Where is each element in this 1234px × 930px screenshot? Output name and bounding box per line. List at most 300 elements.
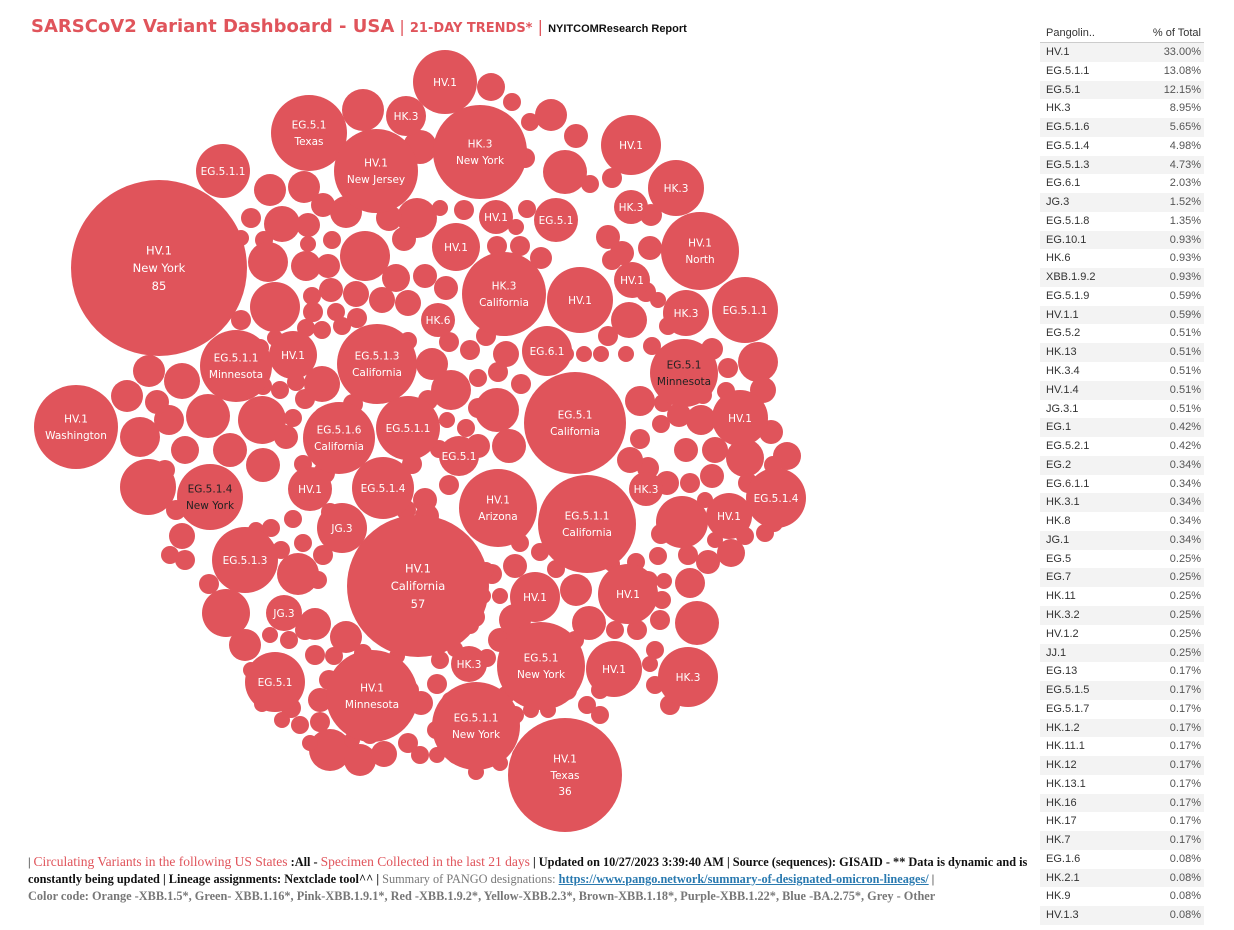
variant-bubble[interactable] [434, 276, 458, 300]
lineage-label: EG.5.1.4 [360, 482, 406, 495]
lineage-label: HV.1 [619, 139, 643, 152]
lineage-cell: HK.13 [1046, 346, 1077, 359]
variant-bubble[interactable] [274, 712, 290, 728]
variant-bubble[interactable] [213, 433, 247, 467]
lineage-label: EG.5.1 [291, 119, 327, 132]
variant-bubble[interactable] [120, 417, 160, 457]
lineage-label: EG.5.1.4 [753, 492, 799, 505]
dashboard-subtitle: 21-DAY TRENDS* [409, 21, 533, 36]
variant-bubble[interactable] [291, 716, 309, 734]
lineage-label: HV.1 [484, 211, 508, 224]
source-label: Source (sequences): GISAID - ** Data is dynamic and is constantly being updated | Lineage assignments: Nextclade tool^^ | [28, 855, 1028, 886]
report-name: NYITCOMResearch Report [548, 23, 687, 35]
lineage-cell: HK.6 [1046, 252, 1071, 265]
variant-bubble[interactable] [462, 252, 546, 336]
table-row [1040, 662, 1204, 681]
variant-bubble[interactable] [650, 610, 670, 630]
percent-cell: 0.59% [1169, 308, 1201, 321]
pango-label: Summary of PANGO designations: [382, 872, 559, 886]
variant-bubble[interactable] [521, 113, 539, 131]
lineage-cell: HK.7 [1046, 834, 1071, 847]
lineage-label: EG.5.1.6 [316, 424, 362, 437]
lineage-cell: EG.5.1.6 [1046, 121, 1090, 134]
variant-bubble[interactable] [199, 574, 219, 594]
variant-bubble[interactable] [492, 588, 508, 604]
variant-bubble[interactable] [524, 372, 626, 474]
variant-bubble[interactable] [431, 370, 471, 410]
lineage-label: HV.1 [145, 243, 173, 258]
lineage-cell: EG.6.1.1 [1046, 477, 1090, 490]
lineage-label: EG.5.1 [257, 676, 293, 689]
variant-bubble[interactable] [650, 292, 666, 308]
variant-bubble[interactable] [311, 193, 335, 217]
lineage-cell: XBB.1.9.2 [1046, 271, 1096, 284]
variant-bubble[interactable] [488, 362, 508, 382]
variant-bubble[interactable] [696, 550, 720, 574]
lineage-label: HV.1 [553, 753, 577, 766]
percent-cell: 0.34% [1169, 533, 1201, 546]
lineage-cell: JG.3.1 [1046, 402, 1079, 415]
percent-cell: 0.51% [1169, 402, 1201, 415]
lineage-cell: EG.7 [1046, 571, 1072, 584]
variant-bubble[interactable] [661, 212, 739, 290]
variant-bubble-chart [0, 40, 830, 835]
table-row [1040, 324, 1204, 343]
circulating-label: Circulating Variants in the following US States [33, 854, 288, 869]
variant-bubble[interactable] [246, 448, 280, 482]
percent-cell: 12.15% [1163, 83, 1201, 96]
percent-cell: 2.03% [1169, 177, 1201, 190]
state-label: California [479, 296, 529, 309]
lineage-cell: HK.9 [1046, 890, 1071, 903]
percent-cell: 0.08% [1169, 890, 1201, 903]
variant-bubble[interactable] [617, 447, 643, 473]
variant-bubble[interactable] [371, 741, 397, 767]
col-percent-header: % of Total [1152, 27, 1201, 39]
lineage-cell: HV.1.1 [1046, 308, 1079, 321]
lineage-label: EG.5.1.1 [213, 352, 259, 365]
variant-bubble[interactable] [606, 621, 624, 639]
table-row [1040, 343, 1204, 362]
table-row [1040, 475, 1204, 494]
table-row [1040, 81, 1204, 100]
variant-bubble[interactable] [277, 553, 319, 595]
table-row [1040, 887, 1204, 906]
variant-bubble[interactable] [284, 510, 302, 528]
percent-cell: 0.17% [1169, 665, 1201, 678]
lineage-cell: JG.1 [1046, 533, 1070, 546]
percent-cell: 0.25% [1169, 552, 1201, 565]
lineage-label: EG.5.1.3 [222, 554, 268, 567]
variant-bubble[interactable] [274, 425, 298, 449]
state-label: Texas [550, 769, 580, 782]
variant-bubble[interactable] [656, 573, 672, 589]
variant-bubble[interactable] [310, 712, 330, 732]
variant-bubble[interactable] [334, 129, 418, 213]
lineage-label: HV.1 [64, 413, 88, 426]
variant-bubble[interactable] [497, 622, 585, 710]
lineage-label: JG.3 [273, 607, 295, 620]
table-row [1040, 681, 1204, 700]
variant-bubble[interactable] [674, 438, 698, 462]
percent-cell: 0.34% [1169, 515, 1201, 528]
lineage-cell: JG.3 [1046, 196, 1070, 209]
count-label: 85 [151, 278, 167, 293]
state-label: New York [185, 499, 235, 512]
variant-bubble[interactable] [186, 394, 230, 438]
variant-bubble[interactable] [642, 656, 658, 672]
variant-bubble[interactable] [177, 464, 243, 530]
table-header [1040, 24, 1204, 43]
variant-bubble[interactable] [171, 436, 199, 464]
percent-cell: 0.93% [1169, 271, 1201, 284]
lineage-cell: EG.5.1.9 [1046, 289, 1090, 302]
lineage-cell: EG.5 [1046, 552, 1072, 565]
lineage-cell: HV.1.2 [1046, 627, 1079, 640]
state-label: Minnesota [344, 698, 400, 711]
title-separator: | [399, 17, 405, 36]
col-pangolin-header[interactable]: Pangolin.. [1046, 27, 1095, 39]
color-code-legend: Color code: Orange -XBB.1.5*, Green- XBB.1.16*, Pink-XBB.1.9.1*, Red -XBB.1.9.2*, Yellow-XBB.2.3*, Brown-XBB.1.18*, Purple-XBB.1.22*, Blue -BA.2.75*, Grey - Other [28, 889, 936, 903]
state-label: California [390, 579, 446, 594]
table-row [1040, 249, 1204, 268]
lineage-cell: HV.1.4 [1046, 383, 1079, 396]
variant-bubble[interactable] [369, 287, 395, 313]
variant-bubble[interactable] [280, 631, 298, 649]
percent-cell: 4.73% [1169, 158, 1201, 171]
percent-cell: 0.51% [1169, 383, 1201, 396]
lineage-label: EG.5.1.1 [385, 422, 431, 435]
variant-bubble[interactable] [439, 412, 455, 428]
table-row [1040, 625, 1204, 644]
percent-cell: 4.98% [1169, 139, 1201, 152]
percent-cell: 0.08% [1169, 909, 1201, 922]
lineage-label: HK.3 [393, 110, 419, 123]
table-row [1040, 400, 1204, 419]
table-row [1040, 719, 1204, 738]
state-label: New York [516, 668, 566, 681]
table-row [1040, 137, 1204, 156]
state-label: Washington [45, 429, 107, 442]
variant-bubble[interactable] [675, 601, 719, 645]
table-row [1040, 775, 1204, 794]
variant-bubble[interactable] [738, 342, 778, 382]
table-row [1040, 231, 1204, 250]
lineage-cell: EG.5.1.4 [1046, 139, 1090, 152]
variant-bubble[interactable] [469, 369, 487, 387]
variant-bubble[interactable] [638, 236, 662, 260]
variant-bubble[interactable] [300, 236, 316, 252]
count-label: 57 [410, 596, 426, 611]
table-row [1040, 493, 1204, 512]
lineage-cell: EG.5.2.1 [1046, 440, 1090, 453]
variant-bubble[interactable] [457, 419, 475, 437]
percent-cell: 0.25% [1169, 590, 1201, 603]
variant-bubble[interactable] [169, 523, 195, 549]
table-row [1040, 906, 1204, 925]
variant-bubble[interactable] [200, 330, 272, 402]
percent-cell: 0.17% [1169, 702, 1201, 715]
lineage-cell: HV.1 [1046, 46, 1070, 58]
table-row [1040, 550, 1204, 569]
variant-bubble[interactable] [576, 346, 592, 362]
variant-bubble[interactable] [564, 124, 588, 148]
lineage-label: EG.5.1 [557, 409, 593, 422]
lineage-label: HK.3 [467, 138, 493, 151]
table-row [1040, 794, 1204, 813]
lineage-label: EG.5.1 [523, 652, 559, 665]
variant-bubble[interactable] [686, 405, 716, 435]
variant-bubble[interactable] [518, 200, 536, 218]
lineage-cell: HK.3.2 [1046, 608, 1080, 621]
lineage-label: EG.5.1.1 [200, 165, 246, 178]
lineage-cell: EG.5.2 [1046, 327, 1081, 340]
percent-cell: 0.93% [1169, 233, 1201, 246]
variant-bubble[interactable] [333, 317, 351, 335]
lineage-label: HV.1 [364, 157, 388, 170]
lineage-label: HV.1 [404, 561, 432, 576]
state-label: Arizona [478, 510, 518, 523]
variant-bubble[interactable] [250, 282, 300, 332]
table-row [1040, 381, 1204, 400]
lineage-label: HV.1 [717, 510, 741, 523]
table-row [1040, 737, 1204, 756]
state-label: California [562, 526, 612, 539]
variant-bubble[interactable] [650, 339, 718, 407]
variant-bubble[interactable] [535, 99, 567, 131]
variant-bubble[interactable] [574, 610, 594, 630]
variant-bubble[interactable] [111, 380, 143, 412]
dashboard-title: SARSCoV2 Variant Dashboard - USA [31, 16, 395, 37]
variant-bubble[interactable] [241, 208, 261, 228]
variant-bubble[interactable] [602, 250, 622, 270]
percent-cell: 0.25% [1169, 571, 1201, 584]
variant-bubble[interactable] [229, 629, 261, 661]
state-label: California [352, 366, 402, 379]
table-row [1040, 812, 1204, 831]
variant-bubble[interactable] [593, 346, 609, 362]
variant-bubble[interactable] [439, 475, 459, 495]
lineage-cell: HK.3 [1046, 102, 1071, 115]
footer-pipe-end: | [928, 872, 935, 886]
variant-bubble[interactable] [680, 473, 700, 493]
variant-bubble[interactable] [145, 390, 169, 414]
variant-bubble[interactable] [625, 386, 655, 416]
table-row [1040, 512, 1204, 531]
lineage-label: HV.1 [602, 663, 626, 676]
variant-bubble[interactable] [316, 254, 340, 278]
variant-bubble[interactable] [395, 290, 421, 316]
lineage-label: HV.1 [360, 682, 384, 695]
variant-bubble[interactable] [543, 150, 587, 194]
lineage-cell: HK.12 [1046, 759, 1077, 772]
variant-bubble[interactable] [325, 647, 343, 665]
variant-bubble[interactable] [344, 744, 376, 776]
lineage-cell: EG.5.1 [1046, 83, 1081, 96]
lineage-label: HV.1 [298, 483, 322, 496]
variant-bubble[interactable] [475, 388, 519, 432]
percent-cell: 0.17% [1169, 815, 1201, 828]
variant-bubble[interactable] [630, 429, 650, 449]
variant-bubble[interactable] [454, 200, 474, 220]
variant-bubble[interactable] [155, 460, 175, 480]
pango-link[interactable]: https://www.pango.network/summary-of-designated-omicron-lineages/ [558, 872, 929, 886]
variant-bubble[interactable] [718, 358, 738, 378]
lineage-label: HV.1 [688, 237, 712, 250]
variant-bubble[interactable] [652, 415, 670, 433]
variant-bubble[interactable] [133, 355, 165, 387]
pangolin-share-table [1040, 24, 1204, 925]
table-row [1040, 193, 1204, 212]
table-row [1040, 531, 1204, 550]
variant-bubble[interactable] [392, 227, 416, 251]
variant-bubble[interactable] [326, 650, 418, 742]
lineage-label: EG.5.1.1 [564, 510, 610, 523]
percent-cell: 0.93% [1169, 252, 1201, 265]
lineage-label: HV.1 [444, 241, 468, 254]
percent-cell: 1.52% [1169, 196, 1201, 209]
variant-bubble[interactable] [432, 200, 448, 216]
lineage-label: EG.5.1.4 [187, 483, 233, 496]
percent-cell: 0.08% [1169, 852, 1201, 865]
percent-cell: 0.25% [1169, 608, 1201, 621]
variant-bubble[interactable] [675, 568, 705, 598]
lineage-label: EG.5.1.1 [722, 304, 768, 317]
variant-bubble[interactable] [34, 385, 118, 469]
variant-bubble[interactable] [319, 278, 343, 302]
lineage-label: HV.1 [728, 412, 752, 425]
table-row [1040, 850, 1204, 869]
dashboard-header [31, 16, 687, 37]
percent-cell: 5.65% [1169, 121, 1201, 134]
variant-bubble[interactable] [411, 746, 429, 764]
variant-bubble[interactable] [459, 469, 537, 547]
variant-bubble[interactable] [342, 89, 384, 131]
variant-bubble[interactable] [618, 346, 634, 362]
variant-bubble[interactable] [503, 554, 527, 578]
variant-bubble[interactable] [477, 73, 505, 101]
variant-bubble[interactable] [254, 174, 286, 206]
variant-bubble[interactable] [427, 674, 447, 694]
lineage-label: JG.3 [331, 522, 353, 535]
percent-cell: 0.34% [1169, 458, 1201, 471]
variant-bubble[interactable] [313, 321, 331, 339]
variant-bubble[interactable] [649, 547, 667, 565]
variant-bubble[interactable] [299, 608, 331, 640]
lineage-label: EG.5.1.3 [354, 350, 400, 363]
variant-bubble[interactable] [294, 534, 312, 552]
lineage-label: HV.1 [433, 76, 457, 89]
variant-bubble[interactable] [343, 281, 369, 307]
variant-bubble[interactable] [598, 326, 618, 346]
lineage-label: HK.3 [633, 483, 659, 496]
lineage-cell: EG.5.1.5 [1046, 684, 1090, 697]
variant-bubble[interactable] [432, 682, 520, 770]
table-row [1040, 831, 1204, 850]
states-filter: :All - [287, 855, 321, 869]
percent-cell: 0.51% [1169, 365, 1201, 378]
lineage-label: HK.3 [663, 182, 689, 195]
variant-bubble[interactable] [337, 324, 417, 404]
state-label: New York [455, 154, 505, 167]
variant-bubble[interactable] [433, 105, 527, 199]
table-row [1040, 587, 1204, 606]
lineage-label: HV.1 [620, 274, 644, 287]
table-row [1040, 287, 1204, 306]
variant-bubble[interactable] [248, 242, 288, 282]
variant-bubble[interactable] [678, 545, 698, 565]
lineage-label: HV.1 [523, 591, 547, 604]
lineage-cell: HK.11 [1046, 590, 1076, 603]
variant-bubble[interactable] [700, 464, 724, 488]
percent-cell: 0.25% [1169, 627, 1201, 640]
variant-bubble[interactable] [591, 706, 609, 724]
variant-bubble[interactable] [560, 574, 592, 606]
table-row [1040, 62, 1204, 81]
state-label: California [550, 425, 600, 438]
lineage-label: HV.1 [616, 588, 640, 601]
state-label: California [314, 440, 364, 453]
variant-bubble[interactable] [503, 93, 521, 111]
variant-bubble[interactable] [271, 381, 289, 399]
variant-bubble[interactable] [284, 409, 302, 427]
variant-bubble[interactable] [323, 231, 341, 249]
variant-bubble[interactable] [305, 645, 325, 665]
variant-bubble[interactable] [302, 735, 318, 751]
state-label: North [685, 253, 715, 266]
table-row [1040, 43, 1204, 62]
lineage-cell: EG.2 [1046, 458, 1072, 471]
variant-bubble[interactable] [492, 429, 526, 463]
table-row [1040, 418, 1204, 437]
lineage-label: EG.5.1 [666, 359, 702, 372]
table-row [1040, 99, 1204, 118]
variant-bubble[interactable] [309, 729, 351, 771]
lineage-label: HK.3 [673, 307, 699, 320]
lineage-cell: HK.13.1 [1046, 777, 1086, 790]
lineage-cell: HK.2.1 [1046, 871, 1080, 884]
table-row [1040, 456, 1204, 475]
lineage-cell: EG.5.1.3 [1046, 158, 1090, 171]
variant-bubble[interactable] [262, 627, 278, 643]
footer-pipe: | [28, 855, 34, 869]
table-row [1040, 174, 1204, 193]
lineage-cell: EG.10.1 [1046, 233, 1087, 246]
variant-bubble[interactable] [161, 546, 179, 564]
percent-cell: 0.42% [1169, 440, 1201, 453]
percent-cell: 0.17% [1169, 834, 1201, 847]
lineage-label: HK.3 [675, 671, 701, 684]
variant-bubble[interactable] [303, 402, 375, 474]
variant-bubble[interactable] [511, 374, 531, 394]
variant-bubble[interactable] [581, 175, 599, 193]
state-label: Minnesota [656, 375, 712, 388]
variant-bubble[interactable] [538, 475, 636, 573]
percent-cell: 0.17% [1169, 684, 1201, 697]
percent-cell: 0.34% [1169, 496, 1201, 509]
lineage-cell: EG.1.6 [1046, 852, 1081, 865]
variant-bubble[interactable] [164, 363, 200, 399]
percent-cell: 0.08% [1169, 871, 1201, 884]
table-row [1040, 306, 1204, 325]
lineage-cell: EG.6.1 [1046, 177, 1081, 190]
table-row [1040, 700, 1204, 719]
lineage-cell: HV.1.3 [1046, 909, 1079, 922]
variant-bubble[interactable] [413, 264, 437, 288]
table-body [1040, 43, 1204, 925]
variant-bubble[interactable] [340, 231, 390, 281]
variant-bubble[interactable] [460, 340, 480, 360]
